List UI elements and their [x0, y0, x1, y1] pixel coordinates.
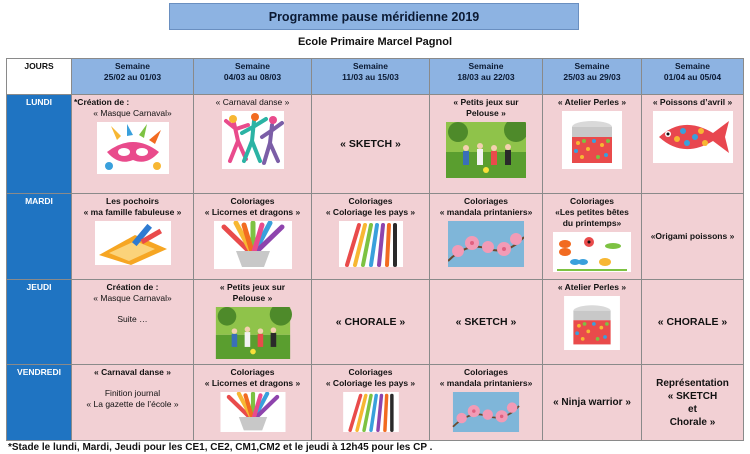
activity-subtitle: du printemps»	[562, 218, 622, 228]
activity-subtitle: et	[688, 403, 697, 415]
week-header	[312, 59, 430, 95]
carnival-mask-image	[97, 122, 169, 174]
activity-cell	[642, 95, 744, 194]
days-column-header: JOURS	[7, 59, 72, 95]
activity-cell	[430, 280, 543, 365]
week-label: Semaine	[235, 61, 270, 71]
stencil-image	[95, 221, 171, 265]
week-dates: 11/03 au 15/03	[342, 72, 399, 82]
activity-cell	[312, 280, 430, 365]
activity-title: Coloriages	[464, 196, 508, 206]
pencils-image	[341, 392, 401, 432]
day-label-lundi: LUNDI	[7, 95, 72, 194]
week-header	[642, 59, 744, 95]
children-lawn-image	[213, 307, 293, 359]
activity-cell	[642, 280, 744, 365]
week-label: Semaine	[574, 61, 610, 71]
week-header	[543, 59, 642, 95]
activity-subtitle: Pelouse »	[232, 293, 273, 303]
pencils-image	[339, 221, 403, 267]
activity-title: Coloriages	[348, 367, 393, 377]
header-row	[7, 59, 744, 95]
activity-cell	[194, 95, 312, 194]
activity-cell	[72, 194, 194, 280]
activity-cell	[543, 194, 642, 280]
activity-cell	[430, 95, 543, 194]
activity-subtitle: « mandala printaniers»	[439, 207, 533, 217]
activity-cell	[72, 280, 194, 365]
activity-subtitle: « ma famille fabuleuse »	[83, 207, 182, 217]
page-title: Programme pause méridienne 2019	[169, 3, 579, 30]
activity-cell	[430, 365, 543, 441]
activity-cell	[194, 365, 312, 441]
activity-cell	[312, 95, 430, 194]
activity-cell	[194, 194, 312, 280]
week-header	[72, 59, 194, 95]
pencil-cup-image	[218, 392, 288, 432]
activity-subtitle: « Masque Carnaval»	[93, 108, 172, 118]
activity-cell	[543, 280, 642, 365]
week-header	[194, 59, 312, 95]
day-row-vendredi	[7, 365, 744, 441]
activity-title: « Atelier Perles »	[557, 282, 627, 292]
children-lawn-image	[446, 122, 526, 178]
activity-subtitle: « Coloriage les pays »	[325, 378, 416, 388]
activity-title: « Petits jeux sur	[453, 97, 519, 107]
week-dates: 25/02 au 01/03	[103, 72, 162, 82]
blossom-image	[448, 392, 524, 432]
activity-title: Représentation	[656, 377, 729, 389]
activity-schedule-table	[6, 58, 744, 441]
school-name: Ecole Primaire Marcel Pagnol	[297, 36, 453, 48]
bead-jar-image	[562, 111, 622, 169]
activity-subtitle: Finition journal	[104, 388, 161, 398]
activity-title: Coloriages	[570, 196, 614, 206]
activity-title: « Ninja warrior »	[553, 396, 631, 408]
week-dates: 01/04 au 05/04	[663, 72, 722, 82]
week-label: Semaine	[115, 61, 150, 71]
activity-title: « Petits jeux sur	[219, 282, 286, 292]
day-label-vendredi: VENDREDI	[7, 365, 72, 441]
activity-title: Coloriages	[230, 196, 275, 206]
activity-subtitle: Chorale »	[669, 416, 716, 428]
insects-image	[553, 232, 631, 272]
activity-title: « Poissons d’avril »	[652, 97, 733, 107]
footnote: *Stade le lundi, Mardi, Jeudi pour les CE1, CE2, CM1,CM2 et le jeudi à 12h45 pour les CP .	[8, 442, 433, 453]
dancers-image	[222, 111, 284, 169]
activity-cell	[642, 194, 744, 280]
activity-title: Coloriages	[348, 196, 393, 206]
activity-subtitle: « Licornes et dragons »	[204, 207, 301, 217]
activity-cell	[312, 194, 430, 280]
day-row-jeudi	[7, 280, 744, 365]
bead-jar-image	[562, 296, 622, 350]
activity-title: « CHORALE »	[657, 316, 728, 328]
activity-subtitle: Pelouse »	[466, 108, 506, 118]
week-label: Semaine	[353, 61, 388, 71]
activity-title: « SKETCH »	[340, 138, 401, 150]
activity-cell	[543, 365, 642, 441]
day-row-lundi	[7, 95, 744, 194]
activity-title: « Atelier Perles »	[557, 97, 627, 107]
activity-subtitle: «Les petites bêtes	[555, 207, 629, 217]
activity-title: *Création de :	[74, 97, 130, 107]
week-label: Semaine	[468, 61, 504, 71]
week-dates: 04/03 au 08/03	[223, 72, 282, 82]
activity-title: «Origami poissons »	[650, 231, 735, 241]
activity-cell	[312, 365, 430, 441]
activity-subtitle: « Masque Carnaval»	[93, 293, 172, 303]
fish-image	[653, 111, 733, 163]
activity-subtitle: « Coloriage les pays »	[325, 207, 416, 217]
activity-note: Suite …	[117, 314, 148, 324]
week-dates: 18/03 au 22/03	[457, 72, 515, 82]
day-label-mardi: MARDI	[7, 194, 72, 280]
activity-title: « Carnaval danse »	[215, 97, 290, 107]
activity-title: Coloriages	[230, 367, 275, 377]
day-row-mardi	[7, 194, 744, 280]
activity-cell	[194, 280, 312, 365]
activity-subtitle: « SKETCH	[667, 390, 718, 402]
activity-subtitle: « La gazette de l’école »	[86, 399, 179, 409]
week-dates: 25/03 au 29/03	[563, 72, 621, 82]
activity-title: Coloriages	[464, 367, 508, 377]
activity-subtitle: « Licornes et dragons »	[204, 378, 301, 388]
activity-title: Création de :	[106, 282, 159, 292]
activity-cell	[430, 194, 543, 280]
day-label-jeudi: JEUDI	[7, 280, 72, 365]
activity-cell	[72, 365, 194, 441]
activity-cell	[72, 95, 194, 194]
activity-title: « Carnaval danse »	[93, 367, 171, 377]
activity-subtitle: « mandala printaniers»	[439, 378, 533, 388]
blossom-image	[448, 221, 524, 267]
activity-cell	[642, 365, 744, 441]
activity-cell	[543, 95, 642, 194]
week-label: Semaine	[675, 61, 710, 71]
week-header	[430, 59, 543, 95]
activity-title: « SKETCH »	[455, 316, 517, 328]
activity-title: « CHORALE »	[335, 316, 406, 328]
pencil-cup-image	[214, 221, 292, 269]
activity-title: Les pochoirs	[106, 196, 159, 206]
